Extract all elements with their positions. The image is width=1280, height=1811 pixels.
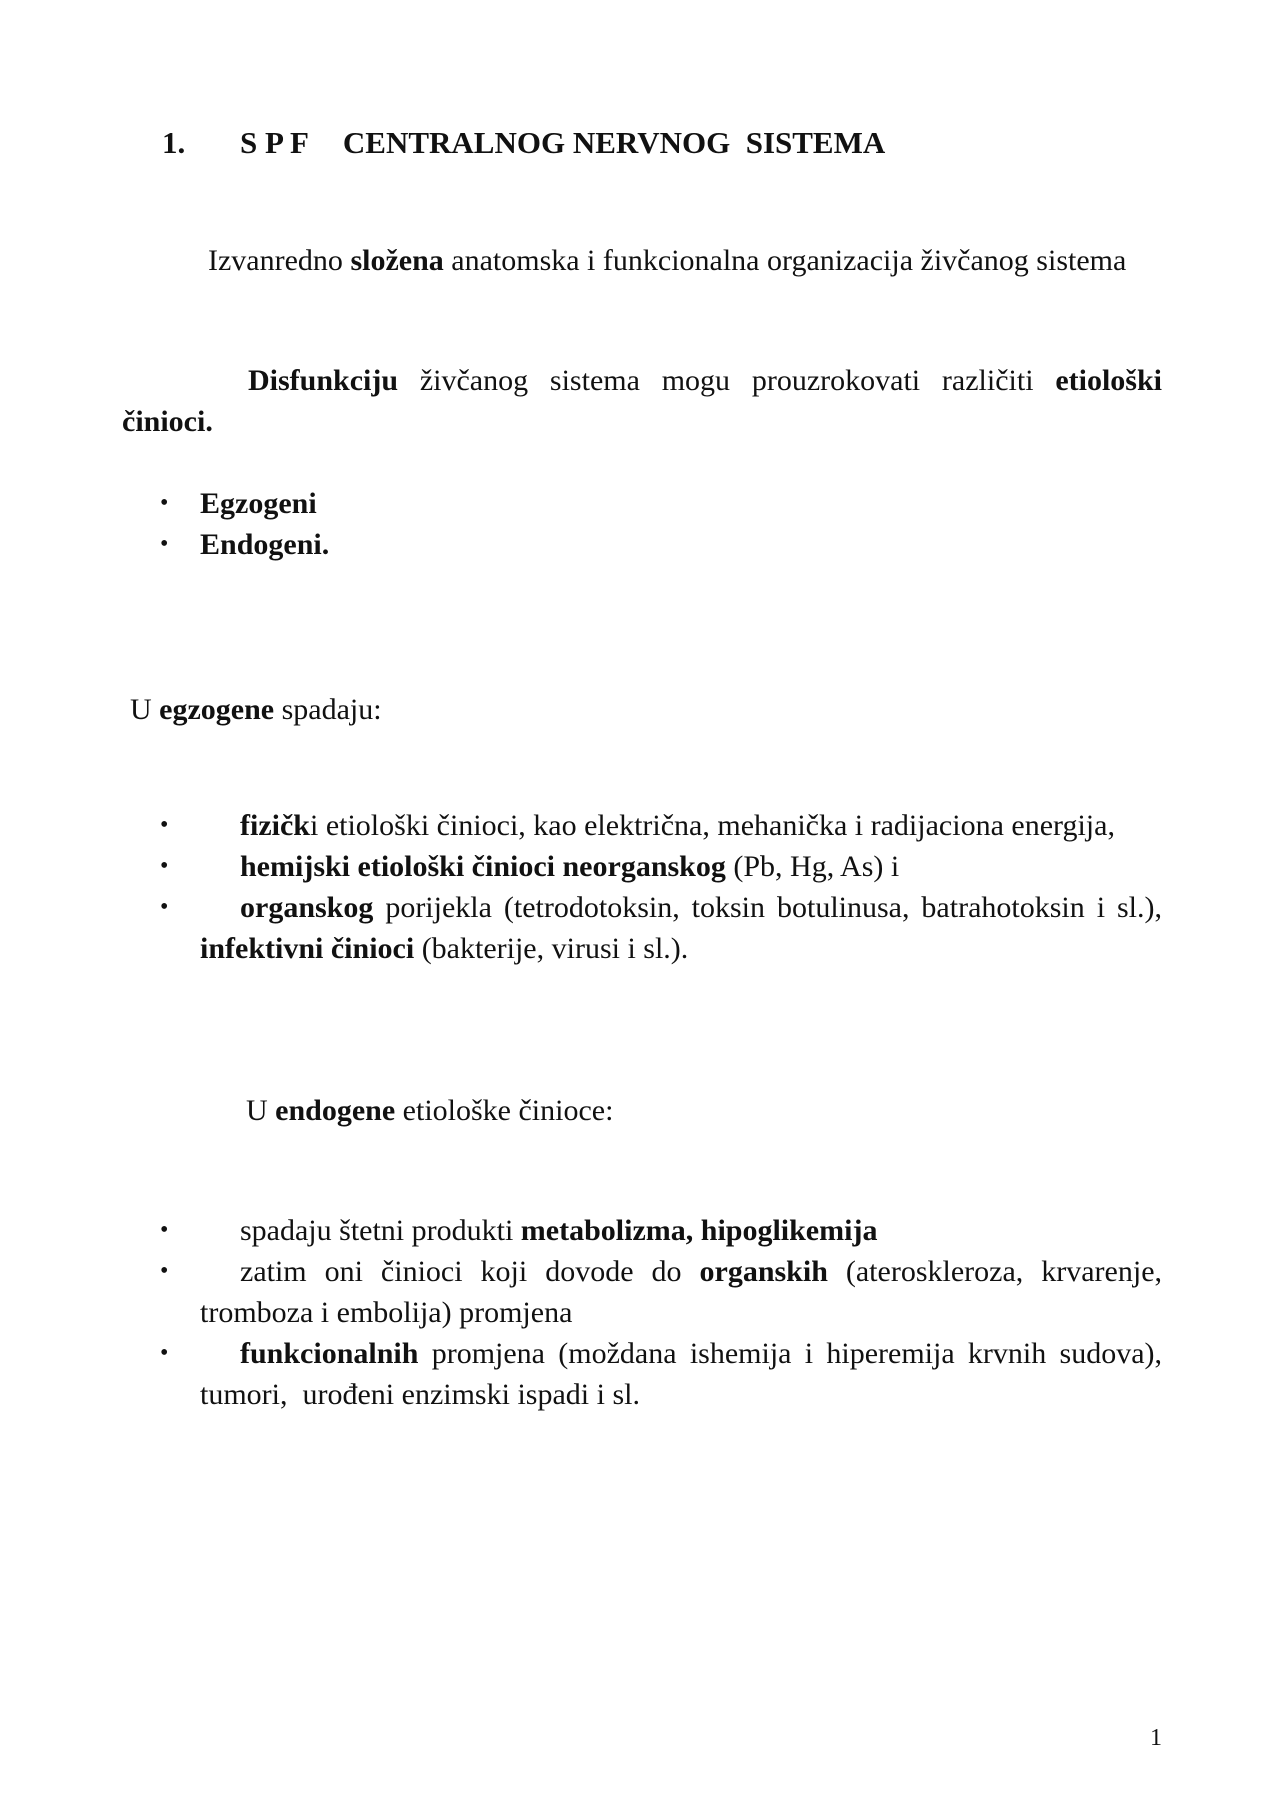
bullet-icon: • <box>160 853 169 879</box>
item-text: i etiološki činioci, kao električna, mehanička i radijaciona energija, <box>309 809 1115 842</box>
intro-p1-text-b: anatomska i funkcionalna organizacija živčanog sistema <box>443 244 1127 277</box>
type-label: Endogeni. <box>200 528 330 561</box>
bullet-icon: • <box>160 894 169 920</box>
exogenous-intro-text-a: U <box>130 693 160 726</box>
item-text: zatim oni činioci koji dovode do <box>240 1255 700 1288</box>
intro-paragraph-1 <box>122 240 1162 281</box>
page-number: 1 <box>1150 1725 1162 1751</box>
endogenous-intro <box>246 1090 613 1131</box>
list-item <box>160 805 1162 846</box>
bullet-icon: • <box>160 531 169 557</box>
bullet-icon: • <box>160 490 169 516</box>
endogenous-intro-text-b: etiološke činioce: <box>395 1094 614 1127</box>
item-text: porijekla (tetrodotoksin, toksin botulinusa, batrahotoksin i sl.), <box>373 891 1177 924</box>
item-text-2: (bakterije, virusi i sl.). <box>414 932 689 965</box>
bullet-icon: • <box>160 812 169 838</box>
item-bold: fizičk <box>240 809 310 842</box>
exogenous-intro-text-b: spadaju: <box>274 693 382 726</box>
item-bold: metabolizma, hipoglikemija <box>520 1214 878 1247</box>
heading-number: 1. <box>162 125 186 160</box>
type-label: Egzogeni <box>200 487 317 520</box>
section-heading <box>162 122 885 163</box>
list-item <box>160 846 1162 887</box>
item-text-2: promjena (moždana ishemija i hiperemija krvnih sudova), tumori, urođeni enzimski ispadi i sl. <box>200 1337 1177 1411</box>
intro-p2-bold-b: etiološki činioci. <box>122 364 1162 438</box>
list-item <box>160 887 1177 969</box>
item-bold: organskog <box>240 891 374 924</box>
bullet-icon: • <box>160 1258 169 1284</box>
endogenous-intro-text-a: U <box>246 1094 276 1127</box>
list-item <box>160 1251 1162 1333</box>
item-bold: hemijski etiološki činioci neorganskog <box>240 850 726 883</box>
item-text: spadaju štetni produkti <box>240 1214 521 1247</box>
item-bold-2: infektivni činioci <box>200 932 415 965</box>
heading-title: CENTRALNOG NERVNOG SISTEMA <box>342 125 886 160</box>
list-item <box>160 483 1162 524</box>
exogenous-list <box>160 805 1177 969</box>
heading-prefix: S P F <box>240 125 309 160</box>
list-item <box>160 1333 1177 1415</box>
exogenous-intro <box>130 689 382 730</box>
item-text: (Pb, Hg, As) i <box>725 850 900 883</box>
item-bold: organskih <box>699 1255 828 1288</box>
factor-types-list <box>160 483 1162 565</box>
intro-p2-bold-a: Disfunkciju <box>248 364 399 397</box>
item-text-2: (ateroskleroza, krvarenje, tromboza i embolija) promjena <box>200 1255 1163 1329</box>
intro-p2-text: živčanog sistema mogu prouzrokovati različiti <box>398 364 1056 397</box>
endogenous-intro-bold: endogene <box>275 1094 396 1127</box>
item-bold: funkcionalnih <box>240 1337 419 1370</box>
list-item <box>160 524 1162 565</box>
bullet-icon: • <box>160 1340 169 1366</box>
intro-paragraph-2 <box>122 360 1162 442</box>
exogenous-intro-bold: egzogene <box>159 693 275 726</box>
endogenous-list <box>160 1210 1177 1415</box>
intro-p1-bold: složena <box>350 244 444 277</box>
list-item <box>160 1210 1162 1251</box>
bullet-icon: • <box>160 1217 169 1243</box>
intro-p1-text-a: Izvanredno <box>208 244 351 277</box>
